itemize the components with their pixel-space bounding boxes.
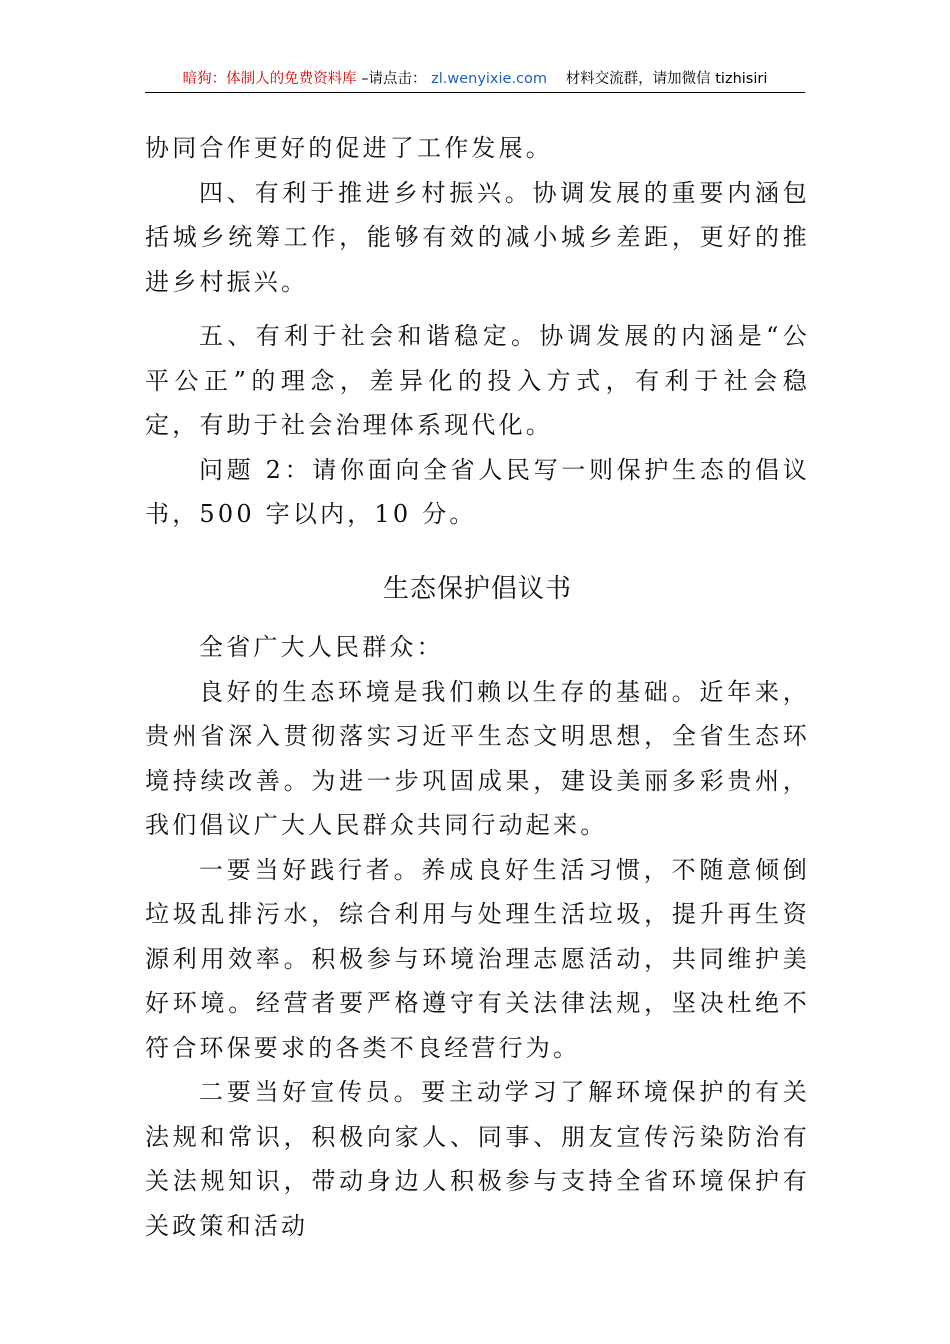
- page-header: [145, 66, 805, 93]
- header-url-link[interactable]: zl.wenyixie.com: [431, 71, 548, 87]
- letter-salutation: 全省广大人民群众：: [199, 633, 444, 661]
- letter-title: 生态保护倡议书: [382, 573, 572, 604]
- document-body: [145, 126, 810, 1248]
- paragraph: 四、有利于推进乡村振兴。协调发展的重要内涵包括城乡统筹工作，能够有效的减小城乡差距，更好的推进乡村振兴。: [145, 178, 810, 296]
- paragraph: 五、有利于社会和谐稳定。协调发展的内涵是“公平公正”的理念，差异化的投入方式，有利于社会稳定，有助于社会治理体系现代化。: [145, 322, 810, 439]
- question-paragraph: 问题 2：请你面向全省人民写一则保护生态的倡议书，500 字以内，10 分。: [145, 455, 810, 528]
- letter-paragraph: 良好的生态环境是我们赖以生存的基础。近年来，贵州省深入贯彻落实习近平生态文明思想，全省生态环境持续改善。为进一步巩固成果，建设美丽多彩贵州，我们倡议广大人民群众共同行动起来。: [145, 677, 810, 839]
- letter-paragraph: 二要当好宣传员。要主动学习了解环境保护的有关法规和常识，积极向家人、同事、朋友宣传污染防治有关法规知识，带动身边人积极参与支持全省环境保护有关政策和活动: [145, 1078, 810, 1240]
- header-site-name: 暗狗：体制人的免费资料库: [182, 71, 357, 87]
- header-click-prompt: –请点击：: [361, 71, 427, 87]
- letter-paragraph: 一要当好践行者。养成良好生活习惯，不随意倾倒垃圾乱排污水，综合利用与处理生活垃圾，提升再生资源利用效率。积极参与环境治理志愿活动，共同维护美好环境。经营者要严格遵守有关法律法规，坚决杜绝不符合环保要求的各类不良经营行为。: [145, 855, 810, 1062]
- header-wechat-note: 材料交流群，请加微信 tizhisiri: [565, 71, 768, 87]
- paragraph: 协同合作更好的促进了工作发展。: [145, 134, 553, 162]
